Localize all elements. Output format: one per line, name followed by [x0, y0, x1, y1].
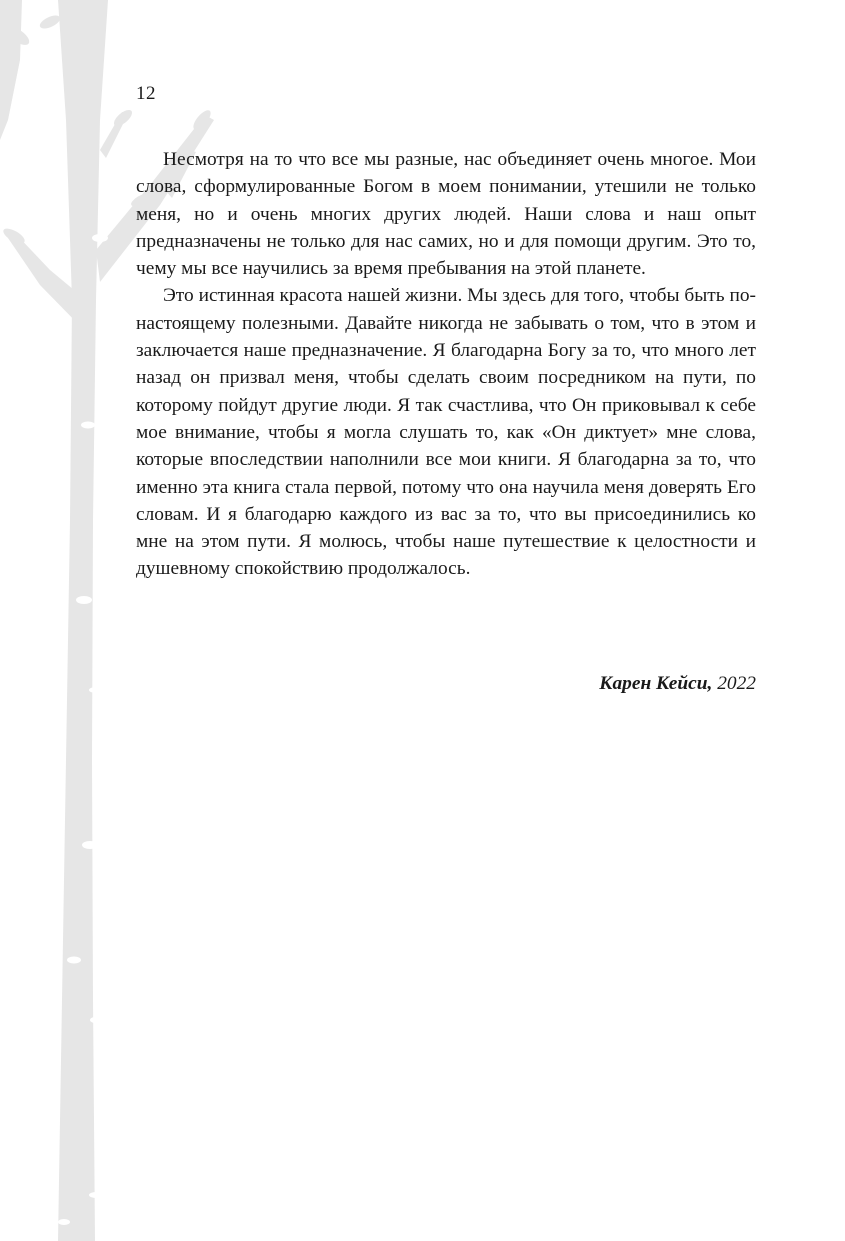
paragraph-2: Это истинная красота нашей жизни. Мы здесь для того, чтобы быть по-настоящему полезными. Давайте никогда не забывать о том, что в этом и заключается наше предназначение. Я благодарна Богу за то, что много лет назад он призвал меня, чтобы сделать своим посредником на пути, по которому пойдут другие люди. Я так счастлива, что Он приковывал к себе мое внимание, чтобы я могла слушать то, как «Он диктует» мне слова, которые впоследствии наполнили все мои книги. Я благодарна за то, что именно эта книга стала первой, потому что она научила меня доверять Его словам. И я благодарю каждого из вас за то, что вы присоединились ко мне на этом пути. Я молюсь, чтобы наше путешествие к целостности и душевному спокойствию продолжалось.: [136, 285, 756, 580]
body-text: [136, 146, 756, 583]
paragraph-1: Несмотря на то что все мы разные, нас объединяет очень многое. Мои слова, сформулированные Богом в моем понимании, утешили не только меня, но и очень многих других людей. Наши слова и наш опыт предназначены не только для нас самих, но и для помощи другим. Это то, чему мы все научились за время пребывания на этой планете.: [136, 149, 756, 280]
signature-author: Карен Кейси,: [599, 673, 713, 694]
page-number: 12: [136, 83, 156, 104]
signature: [599, 670, 756, 697]
signature-year: 2022: [717, 673, 756, 694]
